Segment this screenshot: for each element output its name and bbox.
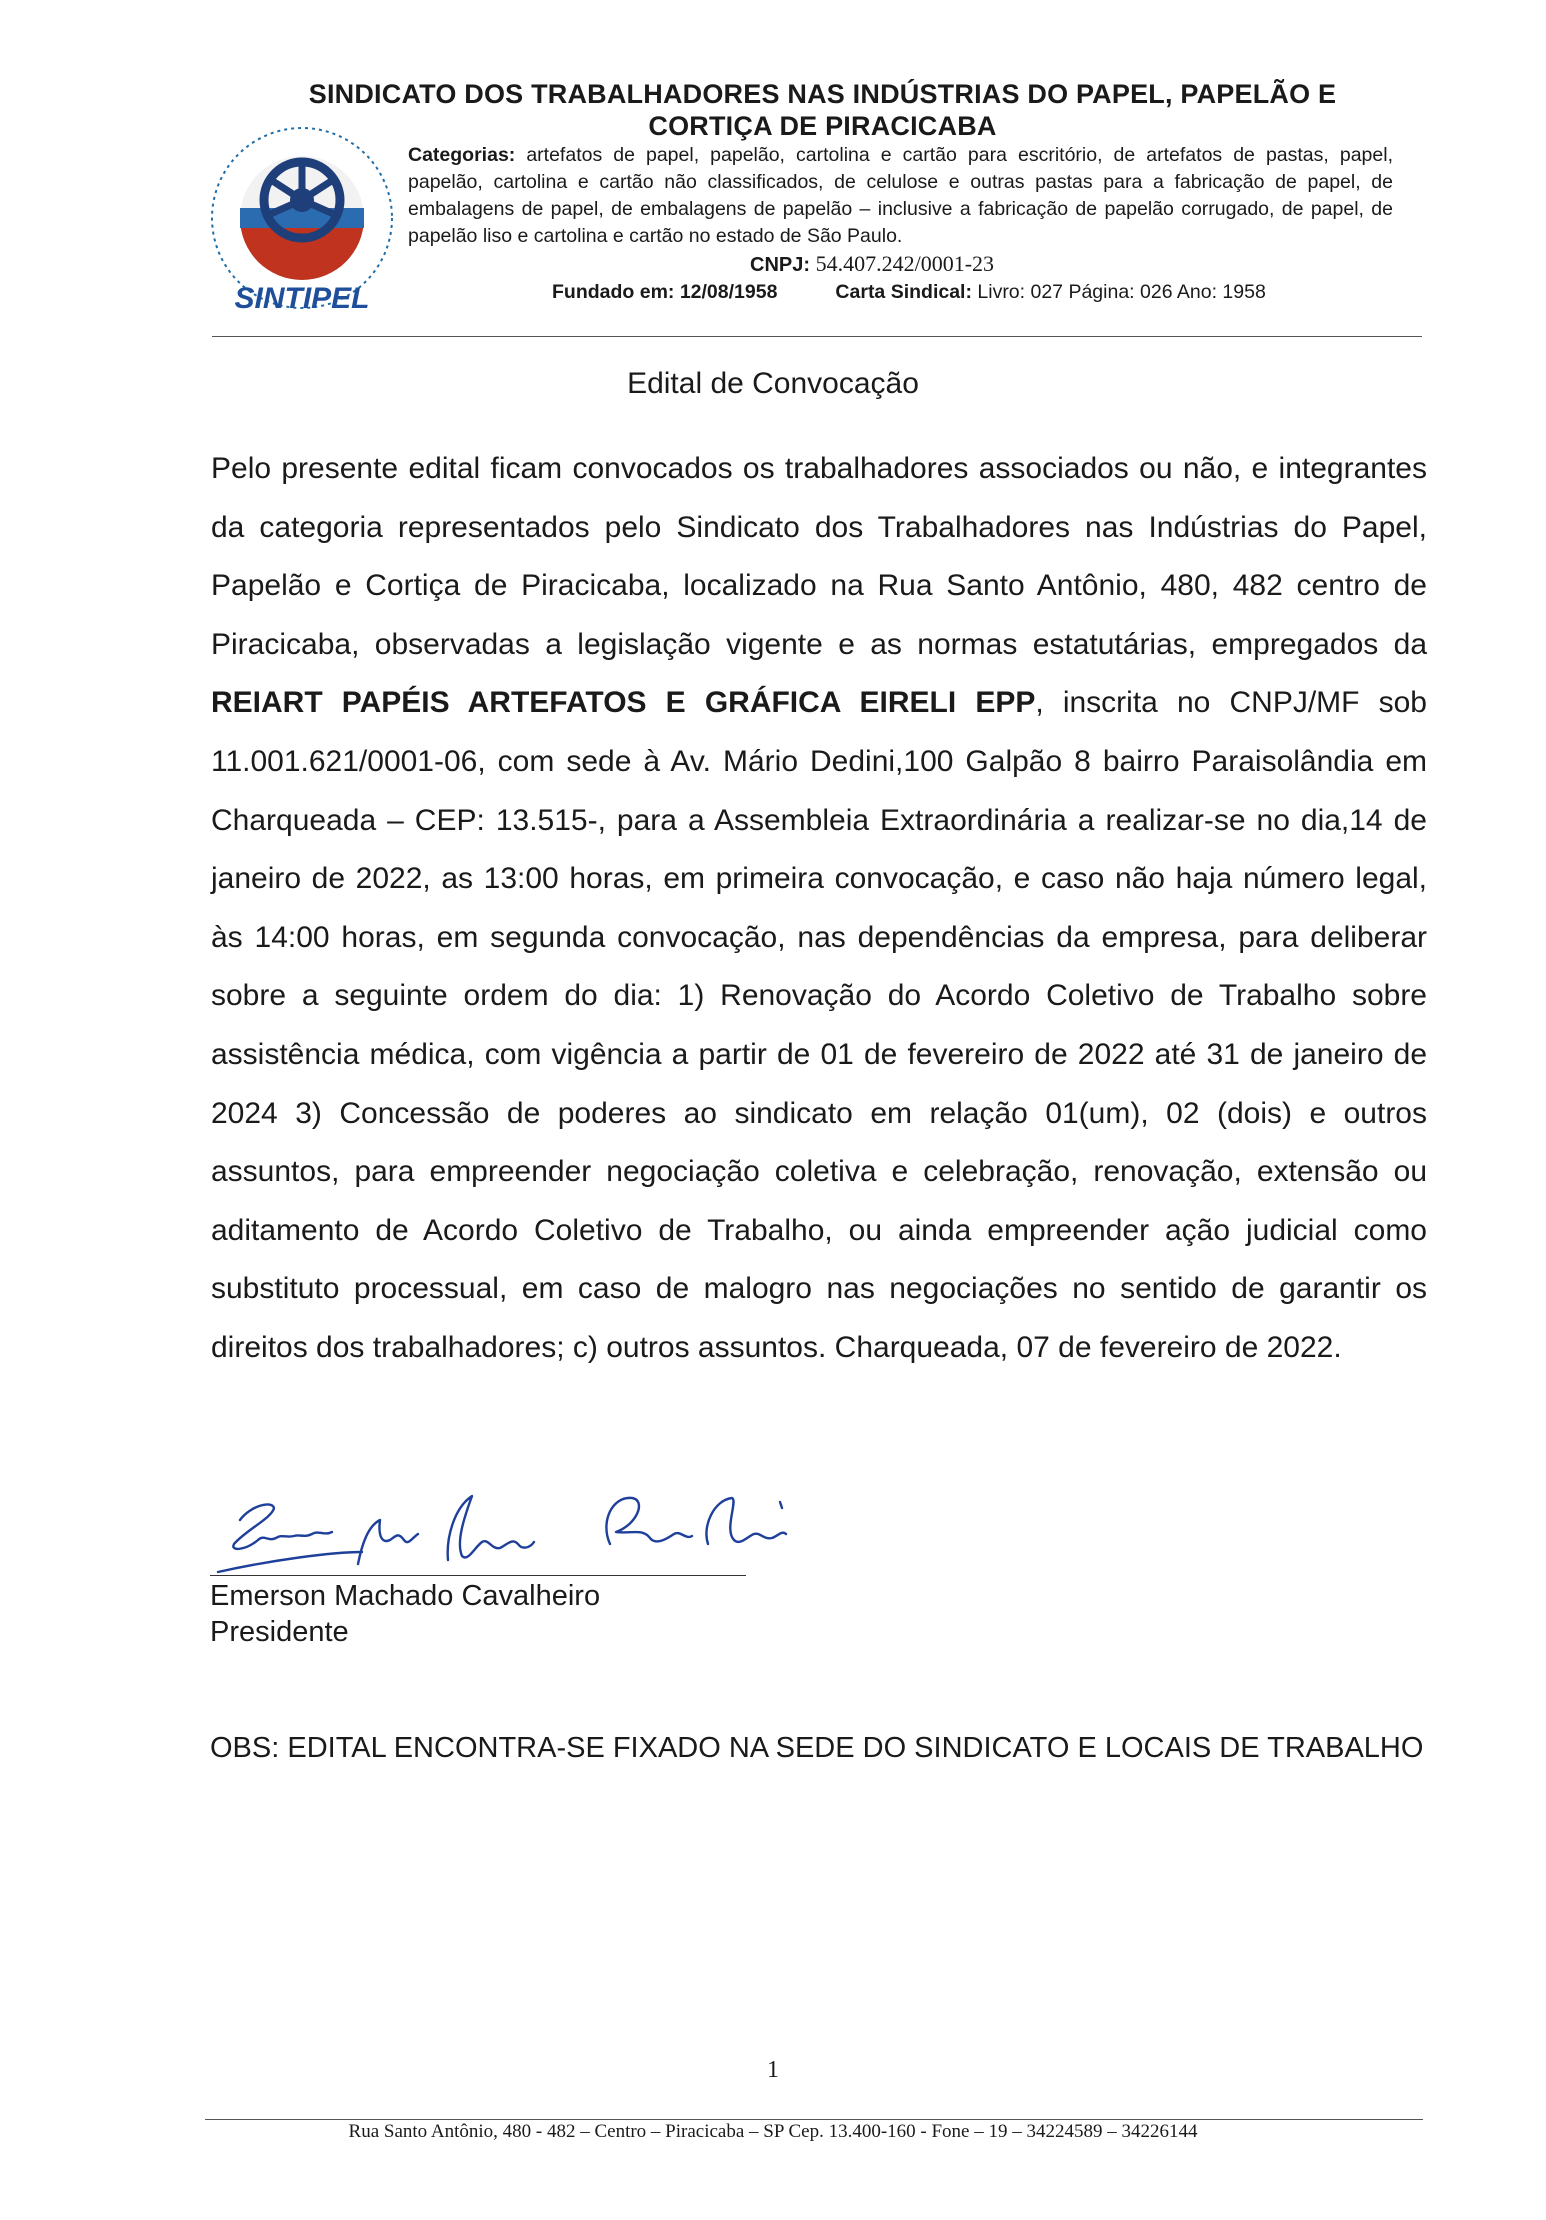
- header-divider: [212, 336, 1422, 337]
- notice-body-part2: , inscrita no CNPJ/MF sob 11.001.621/0001-06, com sede à Av. Mário Dedini,100 Galpão 8 bairro Paraisolândia em Charqueada – CEP: 13.515-, para a Assembleia Extraordinária a realizar-se no dia,14 de janeiro de 2022, as 13:00 horas, em primeira convocação, e caso não haja número legal, às 14:00 horas, em segunda convocação, nas dependências da empresa, para deliberar sobre a seguinte ordem do dia: 1) Renovação do Acordo Coletivo de Trabalho sobre assistência médica, com vigência a partir de 01 de fevereiro de 2022 até 31 de janeiro de 2024 3) Concessão de poderes ao sindicato em relação 01(um), 02 (dois) e outros assuntos, para empreender negociação coletiva e celebração, renovação, extensão ou aditamento de Acordo Coletivo de Trabalho, ou ainda empreender ação judicial como substituto processual, em caso de malogro nas negociações no sentido de garantir os direitos dos trabalhadores; c) outros assuntos. Charqueada, 07 de fevereiro de 2022.: [211, 686, 1427, 1364]
- signer-role: Presidente: [210, 1616, 349, 1648]
- founded-date: Fundado em: 12/08/1958: [552, 281, 778, 303]
- company-name: REIART PAPÉIS ARTEFATOS E GRÁFICA EIRELI EPP: [211, 686, 1036, 720]
- page-number: 1: [767, 2057, 779, 2083]
- signature-line: [210, 1575, 746, 1576]
- signer-name: Emerson Machado Cavalheiro: [210, 1580, 601, 1612]
- charter-label: Carta Sindical:: [835, 281, 972, 303]
- footer-address: Rua Santo Antônio, 480 - 482 – Centro – Piracicaba – SP Cep. 13.400-160 - Fone – 19 – 34224589 – 34226144: [348, 2121, 1198, 2142]
- signer-block: [210, 1578, 600, 1650]
- union-logo: [200, 118, 405, 323]
- footer-divider: [205, 2119, 1423, 2120]
- notice-body: [211, 440, 1427, 1378]
- union-cnpj: [750, 251, 994, 277]
- categories-block: [408, 142, 1393, 250]
- union-name-line1: SINDICATO DOS TRABALHADORES NAS INDÚSTRIAS DO PAPEL, PAPELÃO E: [308, 79, 1337, 109]
- categories-text: artefatos de papel, papelão, cartolina e cartão para escritório, de artefatos de pastas, papel, papelão, cartolina e cartão não classificados, de celulose e outras pastas para a fabricação de papel, de embalagens de papel, de embalagens de papelão – inclusive a fabricação de papelão corrugado, de papel, de papelão liso e cartolina e cartão no estado de São Paulo.: [408, 144, 1393, 247]
- charter-value: Livro: 027 Página: 026 Ano: 1958: [977, 281, 1266, 303]
- founded-charter-line: [552, 281, 1266, 304]
- notice-body-part1: Pelo presente edital ficam convocados os trabalhadores associados ou não, e integrantes da categoria representados pelo Sindicato dos Trabalhadores nas Indústrias do Papel, Papelão e Cortiça de Piracicaba, localizado na Rua Santo Antônio, 480, 482 centro de Piracicaba, observadas a legislação vigente e as normas estatutárias, empregados da: [211, 452, 1427, 661]
- logo-wordmark: SINTIPEL: [234, 282, 370, 315]
- observation-note: OBS: EDITAL ENCONTRA-SE FIXADO NA SEDE DO SINDICATO E LOCAIS DE TRABALHO: [210, 1732, 1424, 1764]
- document-title: Edital de Convocação: [627, 367, 919, 400]
- union-name-line2: CORTIÇA DE PIRACICABA: [648, 111, 997, 141]
- cnpj-value: 54.407.242/0001-23: [815, 251, 995, 276]
- categories-label: Categorias:: [408, 144, 516, 166]
- cnpj-label: CNPJ:: [750, 254, 811, 276]
- handwritten-signature: [212, 1478, 792, 1574]
